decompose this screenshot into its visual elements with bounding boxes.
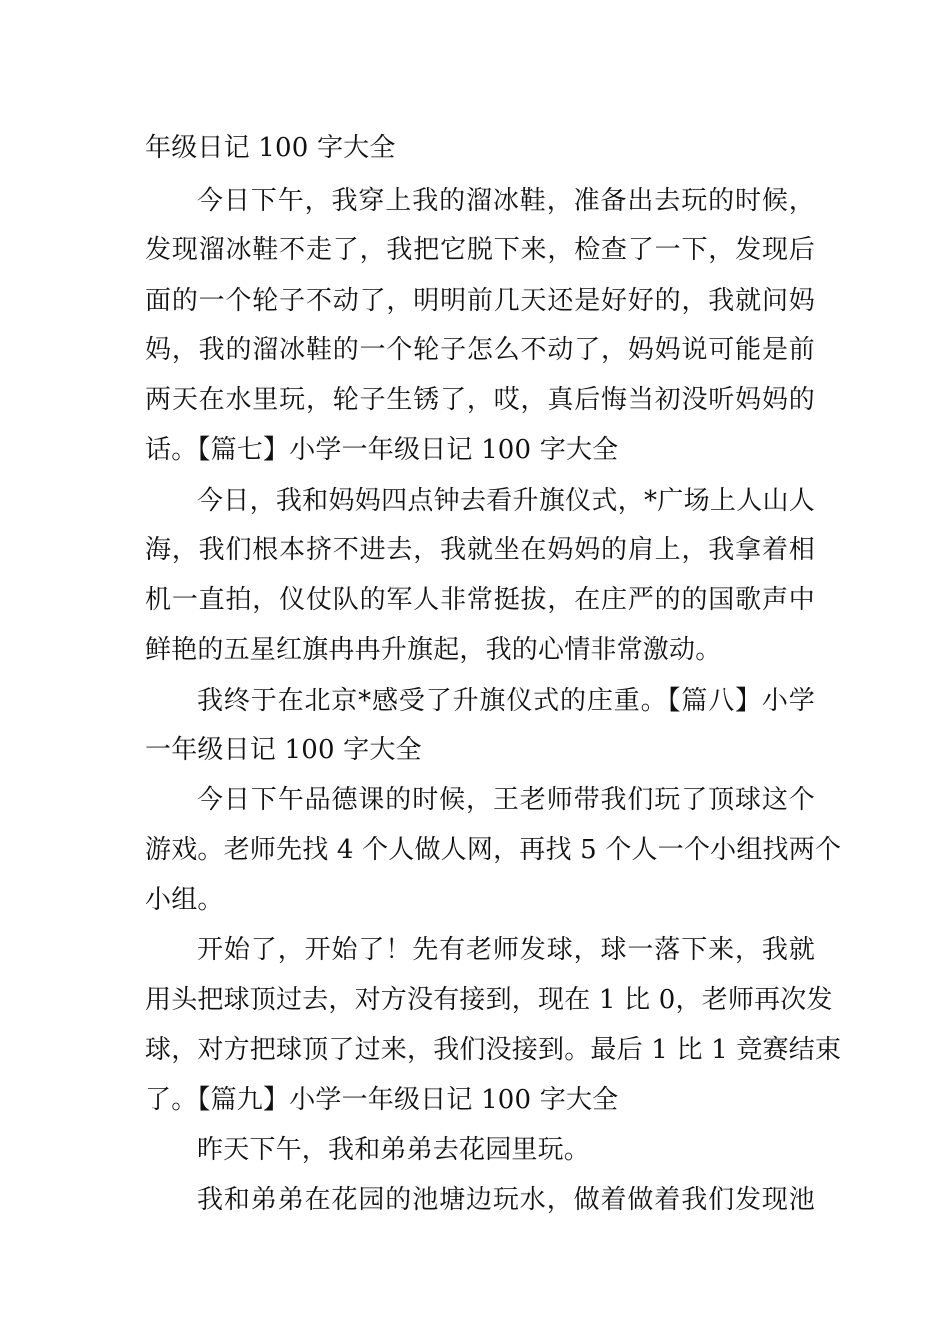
text-line: 游戏。老师先找 4 个人做人网，再找 5 个人一个小组找两个 bbox=[145, 835, 842, 865]
text-line: 我终于在北京*感受了升旗仪式的庄重。【篇八】小学 bbox=[197, 686, 815, 716]
text-line: 了。【篇九】小学一年级日记 100 字大全 bbox=[145, 1085, 619, 1115]
text-line: 妈，我的溜冰鞋的一个轮子怎么不动了，妈妈说可能是前 bbox=[145, 335, 815, 365]
text-line: 开始了，开始了！先有老师发球，球一落下来，我就 bbox=[197, 935, 815, 965]
text-line: 今日下午，我穿上我的溜冰鞋，准备出去玩的时候， bbox=[197, 186, 815, 216]
text-line: 海，我们根本挤不进去，我就坐在妈妈的肩上，我拿着相 bbox=[145, 535, 815, 565]
text-line: 今日，我和妈妈四点钟去看升旗仪式，*广场上人山人 bbox=[197, 486, 815, 516]
text-line: 两天在水里玩，轮子生锈了，哎，真后悔当初没听妈妈的 bbox=[145, 385, 815, 415]
text-line: 昨天下午，我和弟弟去花园里玩。 bbox=[197, 1135, 591, 1165]
text-line: 今日下午品德课的时候，王老师带我们玩了顶球这个 bbox=[197, 785, 815, 815]
text-line: 面的一个轮子不动了，明明前几天还是好好的，我就问妈 bbox=[145, 286, 815, 316]
text-line: 我和弟弟在花园的池塘边玩水，做着做着我们发现池 bbox=[197, 1185, 815, 1215]
text-line: 话。【篇七】小学一年级日记 100 字大全 bbox=[145, 435, 619, 465]
text-line: 球，对方把球顶了过来，我们没接到。最后 1 比 1 竞赛结束 bbox=[145, 1035, 842, 1065]
text-line: 用头把球顶过去，对方没有接到，现在 1 比 0，老师再次发 bbox=[145, 985, 833, 1015]
text-line: 一年级日记 100 字大全 bbox=[145, 735, 422, 765]
text-line: 年级日记 100 字大全 bbox=[145, 133, 396, 163]
text-line: 小组。 bbox=[145, 885, 224, 915]
text-line: 机一直拍，仪仗队的军人非常挺拔，在庄严的的国歌声中 bbox=[145, 585, 815, 615]
text-line: 鲜艳的五星红旗冉冉升旗起，我的心情非常激动。 bbox=[145, 635, 722, 665]
text-line: 发现溜冰鞋不走了，我把它脱下来，检查了一下，发现后 bbox=[145, 235, 815, 265]
